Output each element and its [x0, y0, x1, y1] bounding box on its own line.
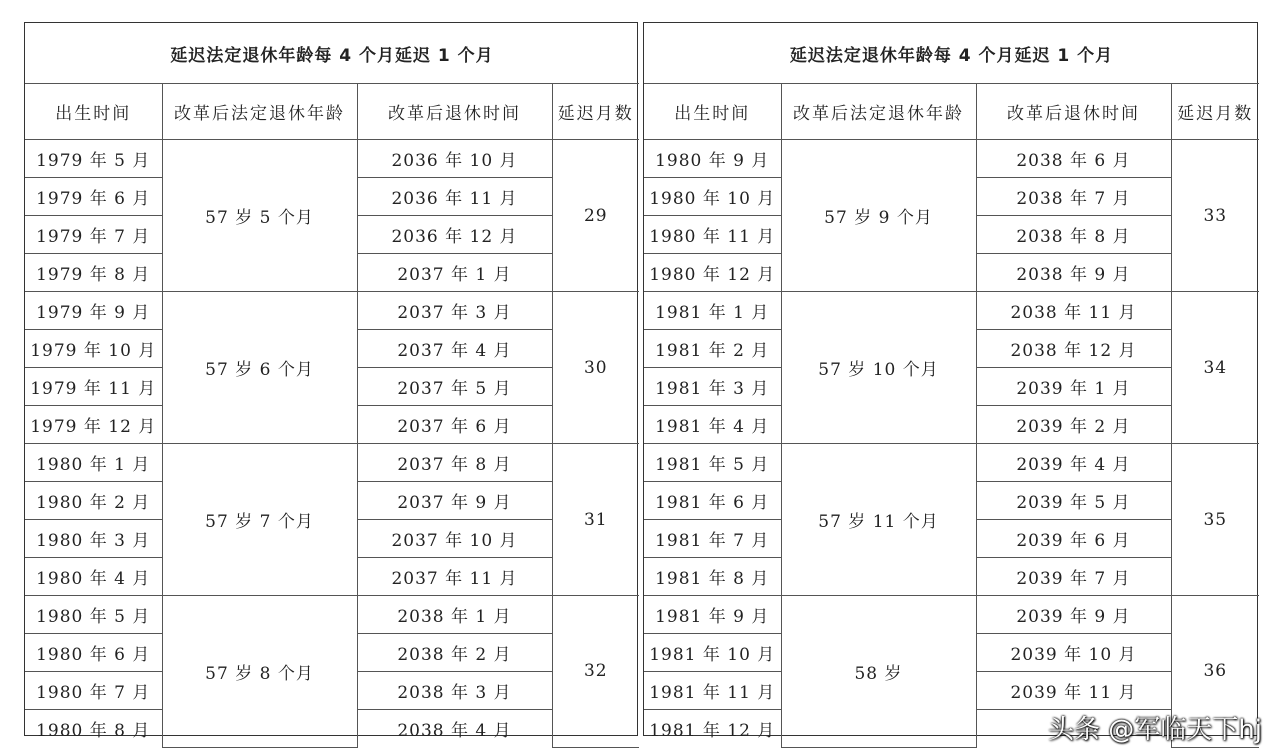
- retirement-time-cell: 2038 年 1 月: [357, 596, 552, 634]
- retirement-time-cell: 2038 年 4 月: [357, 710, 552, 748]
- birth-time-cell: 1979 年 7 月: [25, 216, 162, 254]
- retirement-time-cell: 2039 年 5 月: [976, 482, 1171, 520]
- birth-time-cell: 1979 年 11 月: [25, 368, 162, 406]
- birth-time-cell: 1979 年 8 月: [25, 254, 162, 292]
- retirement-time-cell: 2039 年 10 月: [976, 634, 1171, 672]
- col-header-retire-time: 改革后退休时间: [357, 84, 552, 140]
- watermark: 头条 @军临天下hj: [1048, 715, 1262, 745]
- retirement-time-cell: 2038 年 6 月: [976, 140, 1171, 178]
- retirement-time-cell: 2039 年 7 月: [976, 558, 1171, 596]
- birth-time-cell: 1981 年 8 月: [644, 558, 781, 596]
- retirement-time-cell: 2037 年 9 月: [357, 482, 552, 520]
- birth-time-cell: 1981 年 12 月: [644, 710, 781, 748]
- birth-time-cell: 1980 年 2 月: [25, 482, 162, 520]
- retirement-age-cell: 57 岁 7 个月: [162, 444, 357, 596]
- delay-months-cell: 35: [1171, 444, 1259, 596]
- col-header-birth: 出生时间: [644, 84, 781, 140]
- retirement-time-cell: 2038 年 3 月: [357, 672, 552, 710]
- table-row: [644, 444, 1259, 482]
- birth-time-cell: 1980 年 1 月: [25, 444, 162, 482]
- birth-time-cell: 1979 年 10 月: [25, 330, 162, 368]
- delay-months-cell: 31: [552, 444, 639, 596]
- delay-months-cell: 34: [1171, 292, 1259, 444]
- table-row: [25, 444, 639, 482]
- retirement-age-cell: 58 岁: [781, 596, 976, 748]
- table-row: [644, 596, 1259, 634]
- retirement-time-cell: 2038 年 8 月: [976, 216, 1171, 254]
- right-table-title: 延迟法定退休年龄每 4 个月延迟 1 个月: [644, 23, 1259, 84]
- retirement-time-cell: 2037 年 6 月: [357, 406, 552, 444]
- retirement-time-cell: 2038 年 7 月: [976, 178, 1171, 216]
- retirement-time-cell: 2039 年 1 月: [976, 368, 1171, 406]
- retirement-time-cell: 2036 年 12 月: [357, 216, 552, 254]
- retirement-age-cell: 57 岁 8 个月: [162, 596, 357, 748]
- birth-time-cell: 1980 年 4 月: [25, 558, 162, 596]
- birth-time-cell: 1981 年 9 月: [644, 596, 781, 634]
- right-table: [644, 23, 1259, 748]
- retirement-time-cell: 2039 年 6 月: [976, 520, 1171, 558]
- retirement-tables: [24, 22, 1258, 741]
- retirement-time-cell: 2036 年 11 月: [357, 178, 552, 216]
- delay-months-cell: 36: [1171, 596, 1259, 748]
- retirement-time-cell: 2037 年 1 月: [357, 254, 552, 292]
- table-row: [644, 292, 1259, 330]
- birth-time-cell: 1980 年 6 月: [25, 634, 162, 672]
- retirement-time-cell: 2037 年 10 月: [357, 520, 552, 558]
- retirement-time-cell: 2039 年 9 月: [976, 596, 1171, 634]
- right-table-body: [644, 140, 1259, 748]
- col-header-retire-time: 改革后退休时间: [976, 84, 1171, 140]
- left-table-title: 延迟法定退休年龄每 4 个月延迟 1 个月: [25, 23, 639, 84]
- retirement-age-cell: 57 岁 5 个月: [162, 140, 357, 292]
- delay-months-cell: 30: [552, 292, 639, 444]
- birth-time-cell: 1980 年 10 月: [644, 178, 781, 216]
- retirement-time-cell: 2037 年 3 月: [357, 292, 552, 330]
- birth-time-cell: 1981 年 10 月: [644, 634, 781, 672]
- col-header-age: 改革后法定退休年龄: [162, 84, 357, 140]
- birth-time-cell: 1979 年 6 月: [25, 178, 162, 216]
- table-row: [25, 140, 639, 178]
- col-header-age: 改革后法定退休年龄: [781, 84, 976, 140]
- table-row: [644, 140, 1259, 178]
- retirement-age-cell: 57 岁 6 个月: [162, 292, 357, 444]
- retirement-time-cell: 2038 年 9 月: [976, 254, 1171, 292]
- birth-time-cell: 1979 年 5 月: [25, 140, 162, 178]
- birth-time-cell: 1981 年 6 月: [644, 482, 781, 520]
- retirement-time-cell: 2039 年 11 月: [976, 672, 1171, 710]
- birth-time-cell: 1980 年 8 月: [25, 710, 162, 748]
- retirement-time-cell: 2037 年 4 月: [357, 330, 552, 368]
- retirement-time-cell: 2036 年 10 月: [357, 140, 552, 178]
- left-table-body: [25, 140, 639, 748]
- retirement-age-cell: 57 岁 11 个月: [781, 444, 976, 596]
- col-header-birth: 出生时间: [25, 84, 162, 140]
- retirement-time-cell: 2037 年 5 月: [357, 368, 552, 406]
- retirement-time-cell: 2037 年 11 月: [357, 558, 552, 596]
- birth-time-cell: 1981 年 1 月: [644, 292, 781, 330]
- birth-time-cell: 1981 年 3 月: [644, 368, 781, 406]
- birth-time-cell: 1980 年 3 月: [25, 520, 162, 558]
- delay-months-cell: 32: [552, 596, 639, 748]
- col-header-delay: 延迟月数: [552, 84, 639, 140]
- birth-time-cell: 1980 年 12 月: [644, 254, 781, 292]
- delay-months-cell: 29: [552, 140, 639, 292]
- birth-time-cell: 1981 年 2 月: [644, 330, 781, 368]
- retirement-time-cell: 2039 年 4 月: [976, 444, 1171, 482]
- birth-time-cell: 1979 年 12 月: [25, 406, 162, 444]
- birth-time-cell: 1980 年 9 月: [644, 140, 781, 178]
- retirement-time-cell: 2038 年 2 月: [357, 634, 552, 672]
- table-row: [25, 596, 639, 634]
- birth-time-cell: 1979 年 9 月: [25, 292, 162, 330]
- birth-time-cell: 1980 年 7 月: [25, 672, 162, 710]
- left-table: [25, 23, 639, 748]
- birth-time-cell: 1981 年 11 月: [644, 672, 781, 710]
- left-table-panel: [24, 22, 638, 741]
- birth-time-cell: 1980 年 11 月: [644, 216, 781, 254]
- col-header-delay: 延迟月数: [1171, 84, 1259, 140]
- delay-months-cell: 33: [1171, 140, 1259, 292]
- retirement-time-cell: 2038 年 11 月: [976, 292, 1171, 330]
- retirement-time-cell: 2037 年 8 月: [357, 444, 552, 482]
- retirement-age-cell: 57 岁 9 个月: [781, 140, 976, 292]
- retirement-time-cell: 2039 年 2 月: [976, 406, 1171, 444]
- retirement-time-cell: 2038 年 12 月: [976, 330, 1171, 368]
- retirement-age-cell: 57 岁 10 个月: [781, 292, 976, 444]
- birth-time-cell: 1980 年 5 月: [25, 596, 162, 634]
- birth-time-cell: 1981 年 4 月: [644, 406, 781, 444]
- birth-time-cell: 1981 年 5 月: [644, 444, 781, 482]
- birth-time-cell: 1981 年 7 月: [644, 520, 781, 558]
- right-table-panel: [643, 22, 1258, 741]
- table-row: [25, 292, 639, 330]
